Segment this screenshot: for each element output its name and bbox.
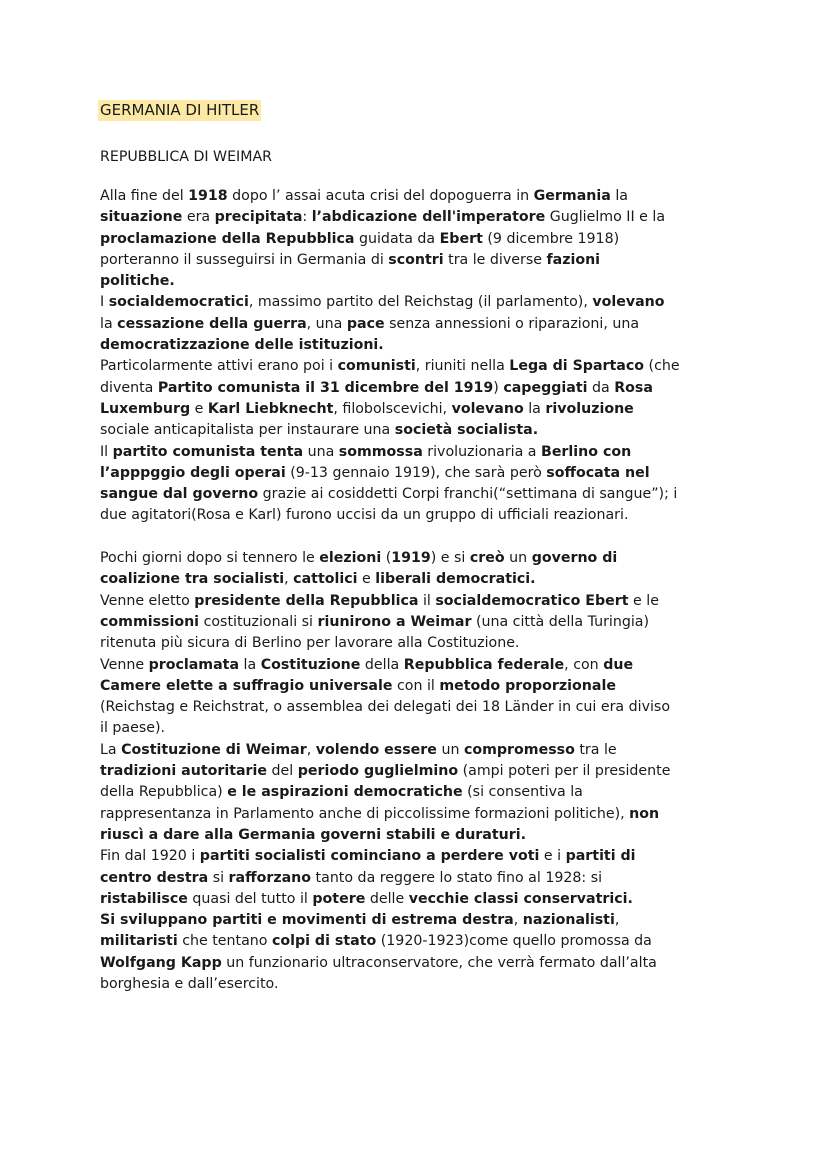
bold-text: riuscì a dare alla Germania governi stabili e duraturi.: [100, 826, 527, 843]
bold-text: Costituzione: [260, 656, 361, 673]
text-run: e: [190, 400, 208, 417]
bold-text: Si sviluppano partiti e movimenti di estrema destra: [100, 912, 514, 929]
text-run: della: [360, 656, 404, 673]
bold-text: partito comunista tenta: [112, 443, 304, 460]
text-run: una: [303, 443, 339, 460]
text-run: diventa: [100, 379, 158, 396]
bold-text: due: [603, 656, 634, 673]
text-line: [100, 782, 740, 803]
text-run: un: [436, 741, 464, 758]
paragraph-gap: [100, 527, 740, 548]
bold-text: vecchie classi conservatrici.: [408, 890, 633, 907]
bold-text: compromesso: [463, 741, 575, 758]
text-line: [100, 442, 740, 463]
text-line: [100, 846, 740, 867]
text-run: con il: [392, 677, 440, 694]
text-run: (9 dicembre 1918): [482, 230, 620, 247]
text-line: [100, 612, 740, 633]
text-run: quasi del tutto il: [187, 890, 313, 907]
bold-text: Berlino con: [541, 443, 632, 460]
bold-text: partiti di: [565, 848, 636, 865]
bold-text: rafforzano: [228, 869, 312, 886]
text-run: delle: [365, 890, 409, 907]
bold-text: politiche.: [100, 273, 175, 290]
text-line: [100, 378, 740, 399]
bold-text: ristabilisce: [100, 890, 188, 907]
text-run: due agitatori(Rosa e Karl) furono uccisi da un gruppo di ufficiali reazionari.: [100, 507, 629, 524]
text-run: si: [208, 869, 229, 886]
text-line: [100, 420, 740, 441]
text-line: [100, 953, 740, 974]
text-run: il: [418, 592, 436, 609]
text-run: della Repubblica): [100, 784, 228, 801]
text-line: [100, 718, 740, 739]
text-run: ) e si: [430, 550, 470, 567]
bold-text: Costituzione di Weimar: [121, 741, 307, 758]
text-run: Fin dal 1920 i: [100, 848, 200, 865]
text-line: [100, 825, 740, 846]
text-line: [100, 868, 740, 889]
text-run: La: [100, 741, 122, 758]
text-run: Venne eletto: [100, 592, 195, 609]
bold-text: socialdemocratici: [108, 294, 249, 311]
text-line: [100, 804, 740, 825]
text-run: Pochi giorni dopo si tennero le: [100, 550, 320, 567]
text-run: tanto da reggere lo stato fino al 1928: si: [311, 869, 603, 886]
text-run: guidata da: [354, 230, 440, 247]
bold-text: periodo guglielmino: [297, 763, 459, 780]
text-run: dopo l’ assai acuta crisi del dopoguerra in: [227, 188, 534, 204]
text-run: da: [587, 379, 615, 396]
text-run: (Reichstag e Reichstrat, o assemblea dei delegati dei 18 Länder in cui era diviso: [100, 699, 670, 716]
section-heading: REPUBBLICA DI WEIMAR: [100, 149, 273, 165]
bold-text: governo di: [531, 550, 618, 567]
bold-text: proclamazione della Repubblica: [100, 230, 355, 247]
text-run: , con: [564, 656, 604, 673]
text-line: [100, 761, 740, 782]
text-run: e i: [539, 848, 566, 865]
bold-text: centro destra: [100, 869, 209, 886]
text-line: [100, 676, 740, 697]
text-line: [100, 931, 740, 952]
bold-text: situazione: [100, 209, 183, 226]
text-line: [100, 889, 740, 910]
text-run: Guglielmo II e la: [545, 209, 666, 226]
text-run: (1920-1923)come quello promossa da: [376, 933, 652, 950]
text-line: [100, 292, 740, 313]
text-line: [100, 484, 740, 505]
text-run: (si consentiva la: [462, 784, 583, 801]
text-run: rivoluzionaria a: [422, 443, 541, 460]
text-run: (ampi poteri per il presidente: [458, 763, 671, 780]
text-run: la: [610, 188, 628, 204]
document-body: [100, 186, 740, 995]
text-line: [100, 463, 740, 484]
text-run: ,: [284, 571, 294, 588]
text-run: era: [182, 209, 215, 226]
text-line: [100, 633, 740, 654]
bold-text: cessazione della guerra: [117, 315, 307, 332]
bold-text: comunisti: [337, 358, 416, 375]
bold-text: metodo proporzionale: [439, 677, 616, 694]
text-line: [100, 186, 740, 207]
bold-text: Lega di Spartaco: [509, 358, 645, 375]
bold-text: Camere elette a suffragio universale: [100, 677, 393, 694]
text-run: ,: [513, 912, 523, 929]
bold-text: Luxemburg: [100, 400, 191, 417]
bold-text: volevano: [451, 400, 524, 417]
document-title: GERMANIA DI HITLER: [100, 101, 260, 119]
text-line: [100, 399, 740, 420]
text-run: Il: [100, 443, 113, 460]
bold-text: 1919: [391, 550, 431, 567]
text-run: sociale anticapitalista per instaurare una: [100, 422, 395, 439]
bold-text: l’apppggio degli operai: [100, 464, 286, 481]
text-line: [100, 314, 740, 335]
text-line: [100, 591, 740, 612]
bold-text: riunirono a Weimar: [317, 613, 472, 630]
text-line: [100, 250, 740, 271]
bold-text: militaristi: [100, 933, 178, 950]
bold-text: Karl Liebknecht: [207, 400, 334, 417]
text-run: (che: [644, 358, 680, 375]
text-run: tra le: [574, 741, 617, 758]
bold-text: società socialista.: [394, 422, 539, 439]
bold-text: non: [629, 805, 660, 822]
bold-text: Rosa: [614, 379, 653, 396]
text-run: ,: [614, 912, 620, 929]
bold-text: fazioni: [546, 251, 601, 268]
bold-text: sommossa: [338, 443, 423, 460]
text-line: [100, 548, 740, 569]
text-run: grazie ai cosiddetti Corpi franchi(“settimana di sangue”); i: [258, 486, 678, 503]
bold-text: elezioni: [319, 550, 382, 567]
bold-text: rivoluzione: [545, 400, 634, 417]
bold-text: democratizzazione delle istituzioni.: [100, 337, 384, 354]
bold-text: volevano: [592, 294, 665, 311]
bold-text: proclamata: [148, 656, 240, 673]
text-run: , filobolscevichi,: [333, 400, 452, 417]
bold-text: coalizione tra socialisti: [100, 571, 285, 588]
bold-text: e le aspirazioni democratiche: [227, 784, 463, 801]
text-line: [100, 207, 740, 228]
text-line: [100, 569, 740, 590]
bold-text: Partito comunista il 31 dicembre del 1919: [157, 379, 494, 396]
text-line: [100, 271, 740, 292]
bold-text: nazionalisti: [522, 912, 615, 929]
text-run: senza annessioni o riparazioni, una: [384, 315, 640, 332]
text-run: rappresentanza in Parlamento anche di piccolissime formazioni politiche),: [100, 805, 630, 822]
text-run: ): [493, 379, 504, 396]
text-line: [100, 974, 740, 995]
text-line: [100, 910, 740, 931]
text-run: (una città della Turingia): [471, 613, 650, 630]
text-run: del: [267, 763, 298, 780]
text-run: ,: [306, 741, 316, 758]
text-run: costituzionali si: [199, 613, 318, 630]
text-line: [100, 505, 740, 526]
bold-text: l’abdicazione dell'imperatore: [311, 209, 546, 226]
bold-text: partiti socialisti cominciano a perdere voti: [199, 848, 540, 865]
bold-text: soffocata nel: [546, 464, 650, 481]
text-line: [100, 229, 740, 250]
text-run: la: [239, 656, 261, 673]
bold-text: Ebert: [439, 230, 483, 247]
text-line: [100, 740, 740, 761]
text-run: Venne: [100, 656, 149, 673]
text-line: [100, 697, 740, 718]
bold-text: 1918: [188, 188, 228, 204]
text-line: [100, 655, 740, 676]
text-run: un funzionario ultraconservatore, che verrà fermato dall’alta: [221, 954, 657, 971]
bold-text: liberali democratici.: [375, 571, 536, 588]
bold-text: sangue dal governo: [100, 486, 259, 503]
bold-text: potere: [312, 890, 366, 907]
text-run: borghesia e dall’esercito.: [100, 975, 279, 992]
text-run: porteranno il susseguirsi in Germania di: [100, 251, 389, 268]
bold-text: Repubblica federale: [403, 656, 565, 673]
text-run: , massimo partito del Reichstag (il parlamento),: [248, 294, 593, 311]
text-run: Particolarmente attivi erano poi i: [100, 358, 338, 375]
bold-text: commissioni: [100, 613, 200, 630]
text-run: un: [504, 550, 532, 567]
bold-text: capeggiati: [503, 379, 588, 396]
bold-text: Germania: [533, 188, 611, 204]
text-line: [100, 335, 740, 356]
text-line: [100, 356, 740, 377]
bold-text: volendo essere: [315, 741, 437, 758]
bold-text: Wolfgang Kapp: [100, 954, 222, 971]
text-run: :: [302, 209, 312, 226]
text-run: (9-13 gennaio 1919), che sarà però: [285, 464, 547, 481]
text-run: la: [523, 400, 546, 417]
text-run: che tentano: [177, 933, 272, 950]
text-run: e: [357, 571, 376, 588]
text-run: il paese).: [100, 720, 165, 737]
text-run: ritenuta più sicura di Berlino per lavorare alla Costituzione.: [100, 635, 520, 652]
bold-text: pace: [346, 315, 385, 332]
bold-text: tradizioni autoritarie: [100, 763, 268, 780]
text-run: I: [100, 294, 109, 311]
bold-text: colpi di stato: [271, 933, 377, 950]
bold-text: presidente della Repubblica: [194, 592, 419, 609]
bold-text: creò: [469, 550, 505, 567]
text-run: la: [100, 315, 118, 332]
bold-text: precipitata: [214, 209, 303, 226]
text-run: , riuniti nella: [415, 358, 510, 375]
text-run: (: [381, 550, 392, 567]
text-run: Alla fine del: [100, 188, 189, 204]
bold-text: scontri: [388, 251, 444, 268]
bold-text: cattolici: [293, 571, 358, 588]
text-run: e le: [628, 592, 659, 609]
text-run: , una: [306, 315, 347, 332]
text-run: tra le diverse: [443, 251, 547, 268]
bold-text: socialdemocratico Ebert: [435, 592, 629, 609]
